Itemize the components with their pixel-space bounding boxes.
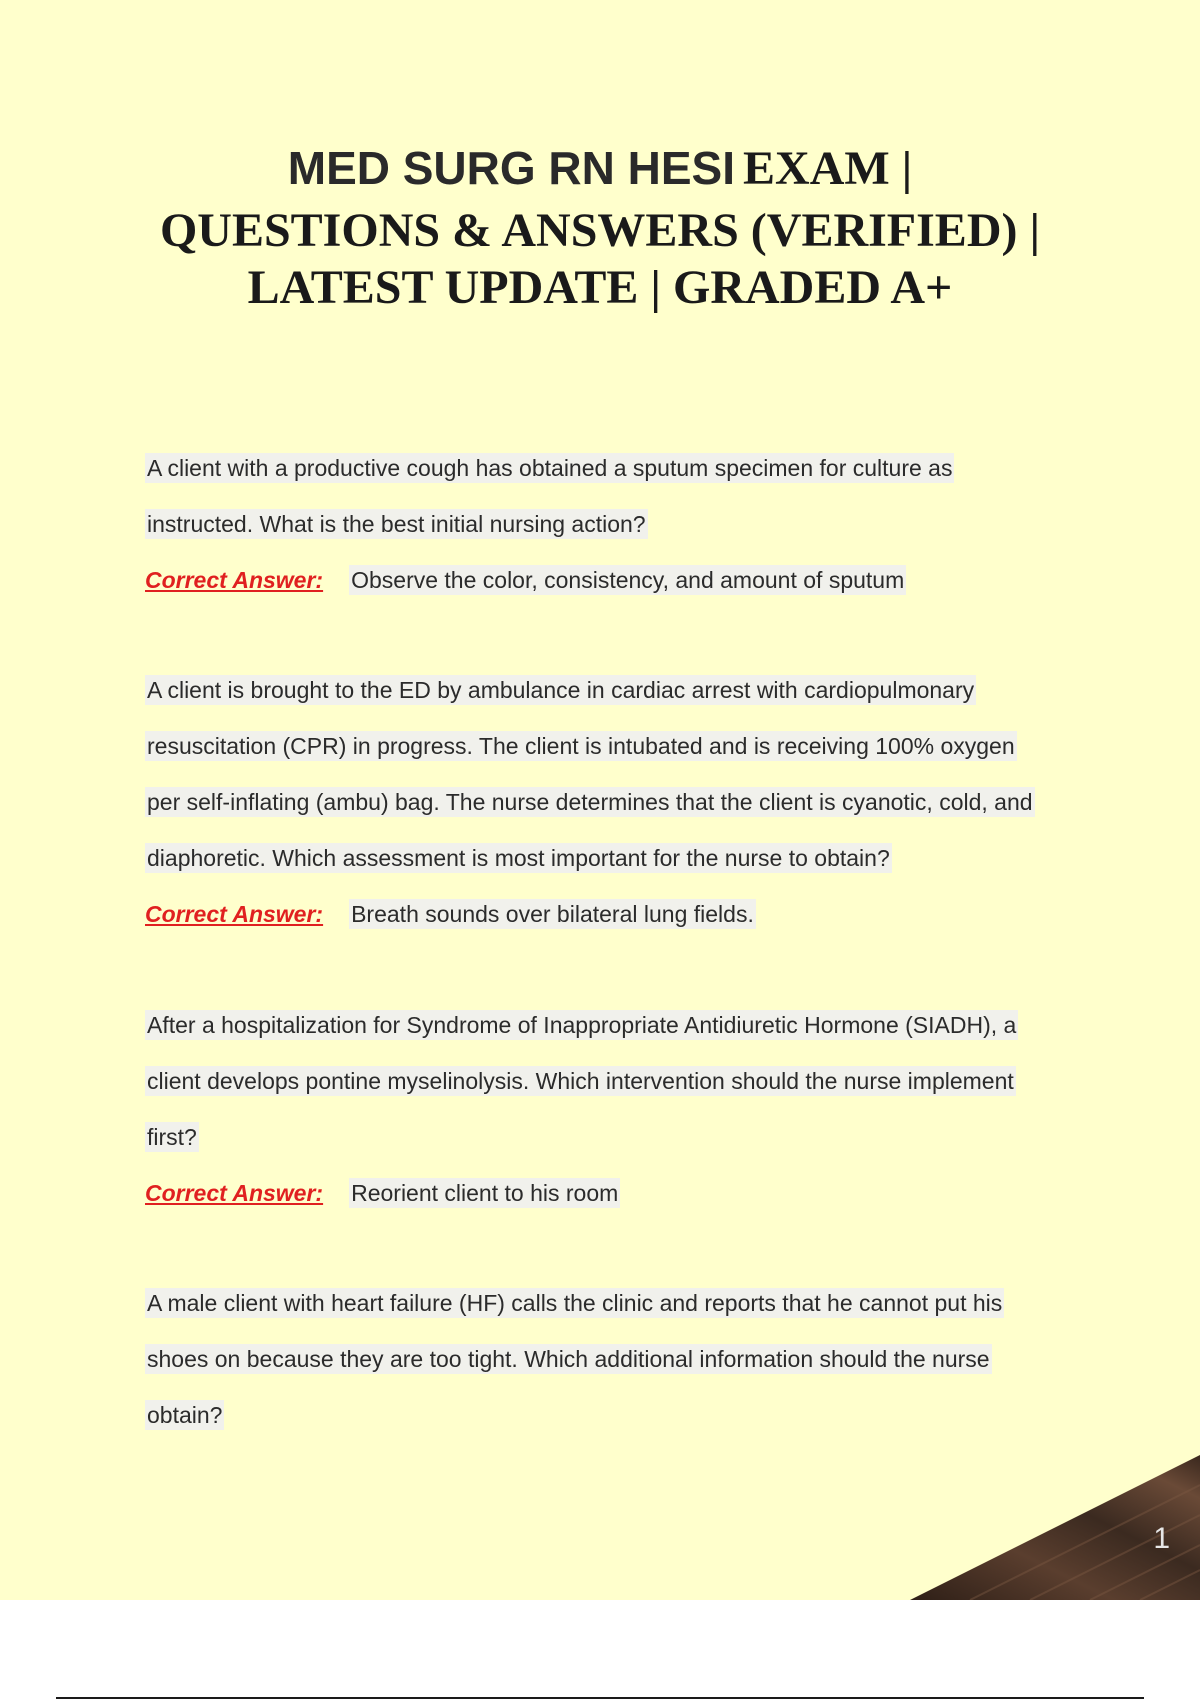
question-text: per self-inflating (ambu) bag. The nurse determines that the client is cyanotic, cold, and (147, 789, 1033, 815)
title-line-3: LATEST UPDATE | GRADED A+ (247, 261, 953, 314)
question-text: After a hospitalization for Syndrome of Inappropriate Antidiuretic Hormone (SIADH), a (147, 1012, 1017, 1038)
question-line (145, 1331, 1095, 1387)
question-text: first? (147, 1124, 197, 1150)
question-text: shoes on because they are too tight. Which additional information should the nurse (147, 1346, 990, 1372)
correct-answer-label: Correct Answer: (145, 1180, 324, 1206)
answer-text: Breath sounds over bilateral lung fields. (351, 901, 754, 927)
title-line-1-sans: MED SURG RN HESI (287, 142, 736, 194)
answer-text: Reorient client to his room (351, 1180, 619, 1206)
title-line-1-serif: EXAM | (743, 142, 913, 195)
question-line (145, 830, 1095, 886)
question-line (145, 496, 1095, 552)
question-line (145, 662, 1095, 718)
question-text: A male client with heart failure (HF) calls the clinic and reports that he cannot put his (147, 1290, 1003, 1316)
qa-block-2 (145, 662, 1095, 942)
question-text: diaphoretic. Which assessment is most important for the nurse to obtain? (147, 845, 890, 871)
question-line (145, 997, 1095, 1053)
question-line (145, 1275, 1095, 1331)
title-line-2: QUESTIONS & ANSWERS (VERIFIED) | (159, 204, 1041, 257)
document-title (0, 140, 1200, 316)
question-text: A client is brought to the ED by ambulance in cardiac arrest with cardiopulmonary (147, 677, 975, 703)
answer-row (145, 1165, 1095, 1221)
question-line (145, 1053, 1095, 1109)
qa-block-1 (145, 440, 1095, 608)
question-line (145, 1109, 1095, 1165)
question-line (145, 718, 1095, 774)
qa-block-3 (145, 997, 1095, 1221)
page-number: 1 (1153, 1522, 1170, 1555)
question-text: obtain? (147, 1402, 223, 1428)
question-line (145, 1387, 1095, 1443)
qa-block-4 (145, 1275, 1095, 1443)
answer-row (145, 552, 1095, 608)
correct-answer-label: Correct Answer: (145, 901, 324, 927)
answer-row (145, 886, 1095, 942)
question-text: client develops pontine myselinolysis. Which intervention should the nurse implement (147, 1068, 1014, 1094)
question-line (145, 774, 1095, 830)
correct-answer-label: Correct Answer: (145, 567, 324, 593)
question-line (145, 440, 1095, 496)
question-text: A client with a productive cough has obtained a sputum specimen for culture as (147, 455, 953, 481)
title-line-1 (0, 140, 1200, 202)
question-text: resuscitation (CPR) in progress. The client is intubated and is receiving 100% oxygen (147, 733, 1015, 759)
answer-text: Observe the color, consistency, and amount of sputum (351, 567, 905, 593)
question-text: instructed. What is the best initial nursing action? (147, 511, 646, 537)
footer-divider (56, 1697, 1144, 1699)
